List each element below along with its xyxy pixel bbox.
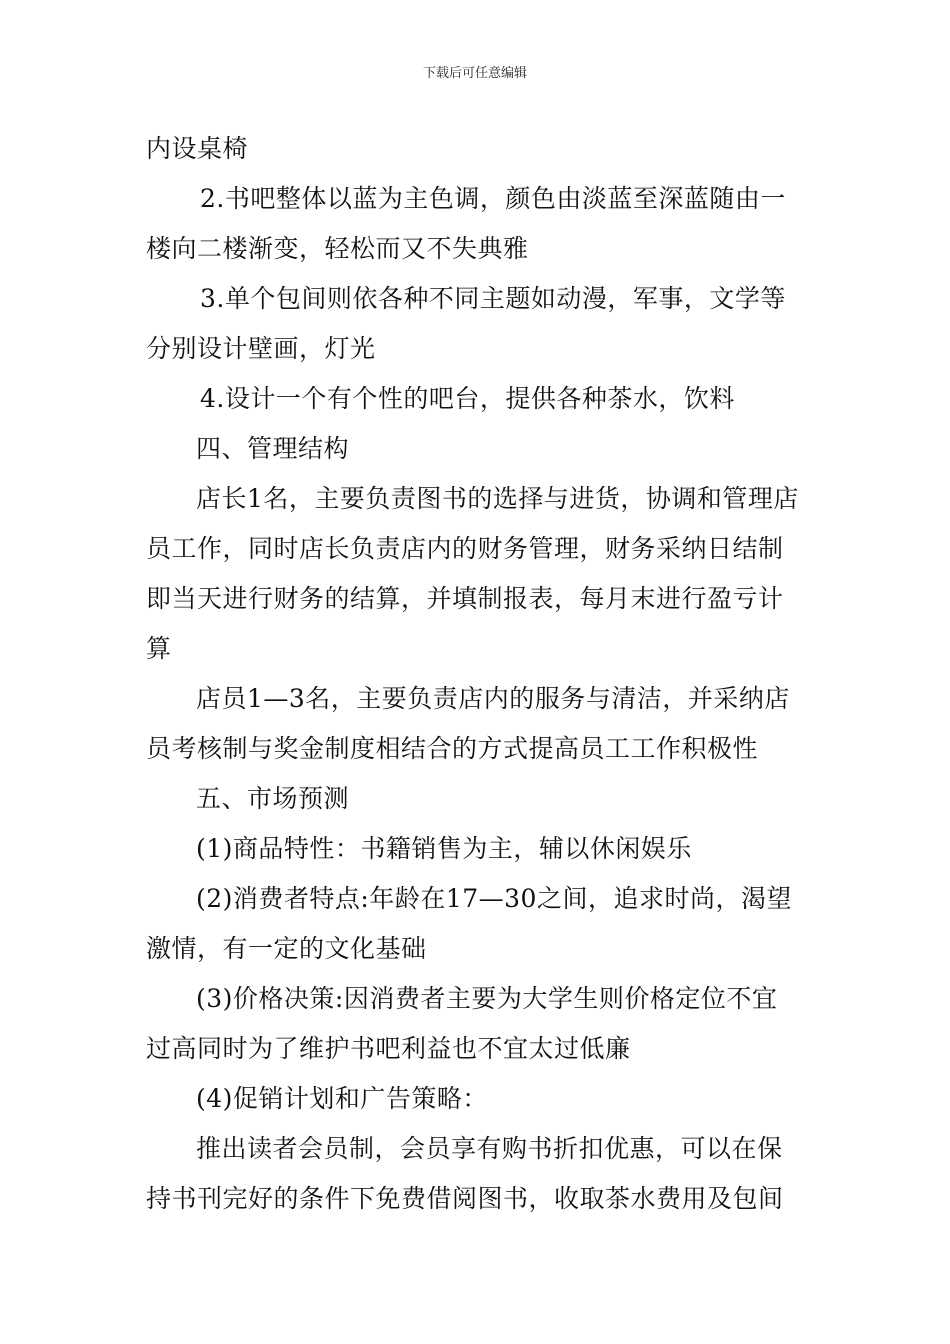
text-line: 内设桌椅	[146, 134, 249, 163]
text-line: (4)促销计划和广告策略：	[196, 1084, 488, 1113]
section-heading: 五、市场预测	[196, 784, 350, 813]
text-line: 4.设计一个有个性的吧台，提供各种茶水，饮料	[200, 384, 735, 413]
page-header: 下载后可任意编辑	[422, 66, 527, 81]
section-heading: 四、管理结构	[196, 434, 350, 463]
text-line: 3.单个包间则依各种不同主题如动漫，军事，文学等	[200, 284, 786, 313]
text-line: 店员1—3名，主要负责店内的服务与清洁，并采纳店	[196, 684, 790, 713]
text-line: 即当天进行财务的结算，并填制报表，每月末进行盈亏计	[146, 584, 784, 613]
text-line: 员考核制与奖金制度相结合的方式提高员工工作积极性	[146, 734, 759, 763]
text-line: 算	[146, 634, 172, 663]
text-line: 分别设计壁画，灯光	[146, 334, 376, 363]
text-line: 激情，有一定的文化基础	[146, 934, 427, 963]
text-line: (1)商品特性：书籍销售为主，辅以休闲娱乐	[196, 834, 692, 863]
text-line: 过高同时为了维护书吧利益也不宜太过低廉	[146, 1034, 631, 1063]
text-line: 员工作，同时店长负责店内的财务管理，财务采纳日结制	[146, 534, 784, 563]
text-line: 持书刊完好的条件下免费借阅图书，收取茶水费用及包间	[146, 1184, 784, 1213]
text-line: (3)价格决策:因消费者主要为大学生则价格定位不宜	[196, 984, 778, 1013]
text-line: (2)消费者特点:年龄在17—30之间，追求时尚，渴望	[196, 884, 792, 913]
text-line: 店长1名，主要负责图书的选择与进货，协调和管理店	[196, 484, 799, 513]
text-line: 推出读者会员制，会员享有购书折扣优惠，可以在保	[196, 1134, 783, 1163]
text-line: 楼向二楼渐变，轻松而又不失典雅	[146, 234, 529, 263]
document-body	[146, 124, 810, 1224]
text-line: 2.书吧整体以蓝为主色调，颜色由淡蓝至深蓝随由一	[200, 184, 786, 213]
